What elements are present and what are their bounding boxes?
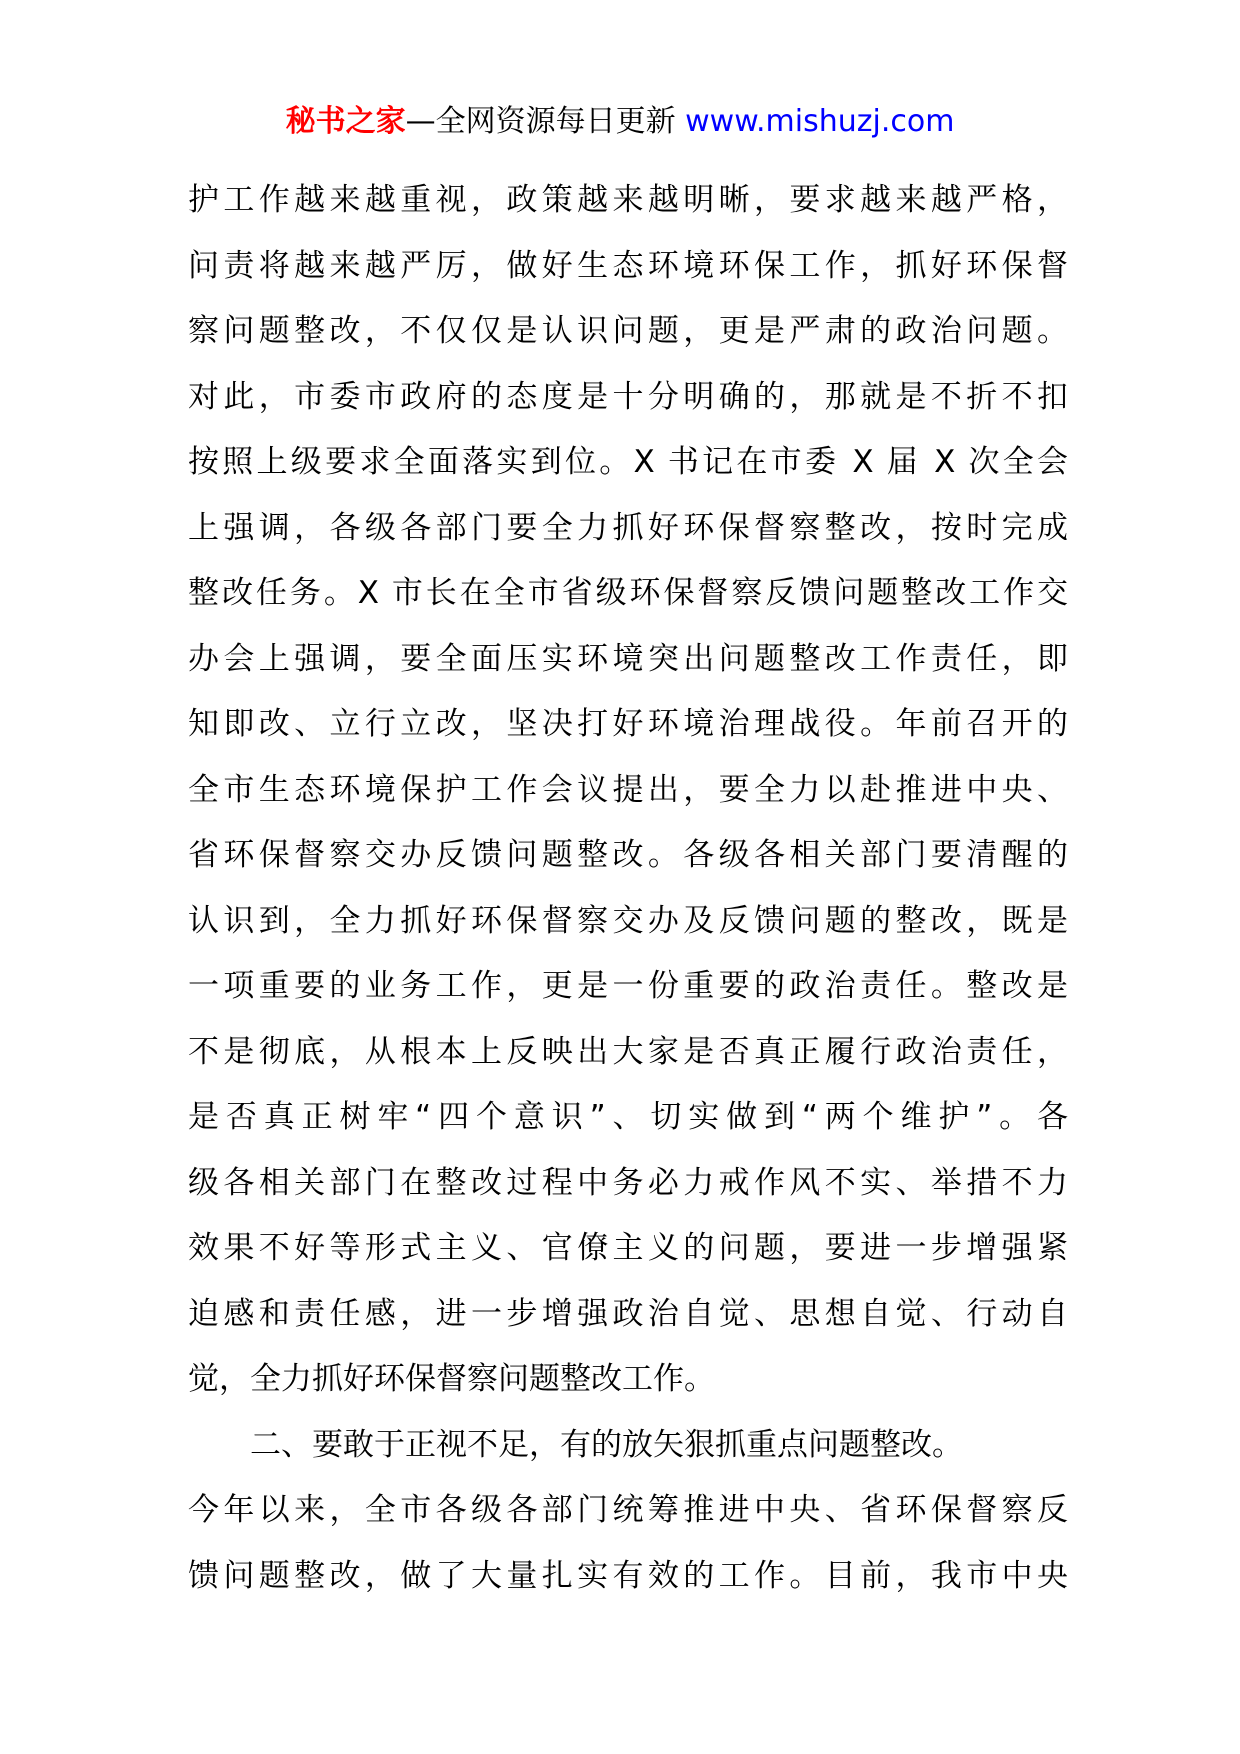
body-line: 上强调，各级各部门要全力抓好环保督察整改，按时完成 [188, 509, 1068, 546]
body-line: 觉，全力抓好环保督察问题整改工作。 [188, 1361, 715, 1397]
body-line: 护工作越来越重视，政策越来越明晰，要求越来越严格， [188, 182, 1068, 218]
body-line: 迫感和责任感，进一步增强政治自觉、思想自觉、行动自 [188, 1295, 1068, 1332]
body-line: 办会上强调，要全面压实环境突出问题整改工作责任，即 [188, 640, 1068, 677]
body-line: 效果不好等形式主义、官僚主义的问题，要进一步增强紧 [188, 1230, 1068, 1266]
body-line: 对此，市委市政府的态度是十分明确的，那就是不折不扣 [188, 378, 1068, 415]
site-brand: 秘书之家 [285, 104, 406, 139]
site-url[interactable]: www.mishuzj.com [685, 104, 955, 139]
body-line: 不是彻底，从根本上反映出大家是否真正履行政治责任， [188, 1033, 1068, 1070]
body-line: 问责将越来越严厉，做好生态环境环保工作，抓好环保督 [188, 247, 1068, 284]
body-line: 一项重要的业务工作，更是一份重要的政治责任。整改是 [188, 968, 1068, 1004]
body-line: 馈问题整改，做了大量扎实有效的工作。目前，我市中央 [188, 1557, 1068, 1594]
section-heading: 二、要敢于正视不足，有的放矢狠抓重点问题整改。 [250, 1426, 963, 1463]
site-header [0, 100, 1240, 144]
body-line: 察问题整改，不仅仅是认识问题，更是严肃的政治问题。 [188, 313, 1068, 349]
body-line: 认识到，全力抓好环保督察交办及反馈问题的整改，既是 [188, 902, 1068, 939]
site-tagline: —全网资源每日更新 [405, 104, 676, 139]
body-line: 省环保督察交办反馈问题整改。各级各相关部门要清醒的 [188, 837, 1068, 873]
body-line: 级各相关部门在整改过程中务必力戒作风不实、举措不力 [188, 1164, 1068, 1201]
document-body [188, 168, 1068, 1609]
body-line: 全市生态环境保护工作会议提出，要全力以赴推进中央、 [188, 771, 1068, 808]
body-line: 整改任务。X 市长在全市省级环保督察反馈问题整改工作交 [188, 575, 1068, 611]
body-line: 是否真正树牢“四个意识”、切实做到“两个维护”。各 [188, 1099, 1068, 1135]
body-line: 知即改、立行立改，坚决打好环境治理战役。年前召开的 [188, 706, 1068, 742]
body-line: 按照上级要求全面落实到位。X 书记在市委 X 届 X 次全会 [188, 444, 1068, 480]
body-line: 今年以来，全市各级各部门统筹推进中央、省环保督察反 [188, 1492, 1068, 1528]
